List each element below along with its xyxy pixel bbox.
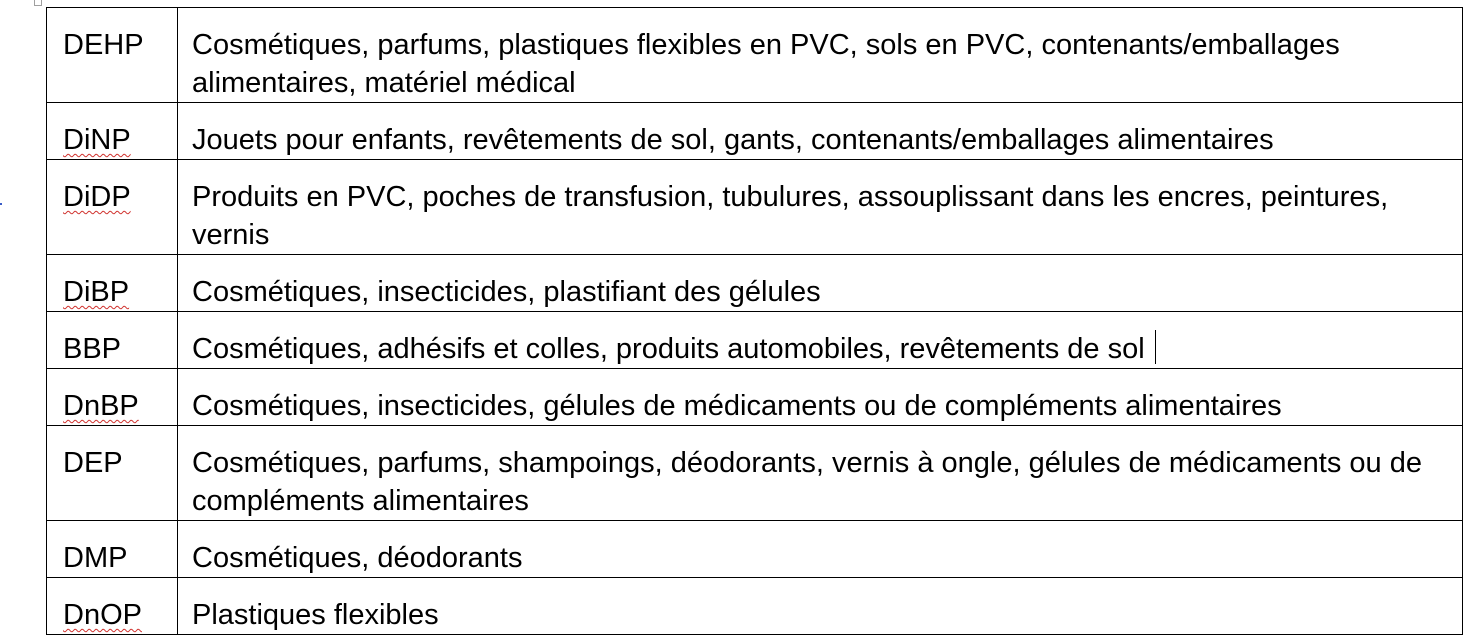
abbreviation-cell[interactable] (47, 369, 178, 426)
abbreviation-text: DnOP (63, 599, 142, 631)
abbreviation-cell[interactable] (47, 312, 178, 369)
table-row (47, 312, 1463, 369)
abbreviation-text: DiDP (63, 181, 131, 213)
description-text: Cosmétiques, parfums, shampoings, déodorants, vernis à ongle, gélules de médicaments ou de compléments alimentaires (192, 447, 1422, 517)
abbreviation-cell[interactable] (47, 578, 178, 635)
description-cell[interactable] (178, 255, 1463, 312)
description-cell[interactable] (178, 578, 1463, 635)
abbreviation-cell[interactable] (47, 255, 178, 312)
table-row (47, 160, 1463, 255)
description-text: Cosmétiques, adhésifs et colles, produits automobiles, revêtements de sol (192, 333, 1145, 365)
abbreviation-text: DMP (63, 542, 128, 574)
description-text: Cosmétiques, insecticides, plastifiant des gélules (192, 276, 821, 308)
text-cursor (1155, 330, 1156, 364)
description-cell[interactable] (178, 103, 1463, 160)
table-row (47, 103, 1463, 160)
description-text: Cosmétiques, parfums, plastiques flexibles en PVC, sols en PVC, contenants/emballages alimentaires, matériel médical (192, 29, 1340, 99)
abbreviation-cell[interactable] (47, 426, 178, 521)
description-text: Plastiques flexibles (192, 599, 439, 631)
margin-marker (0, 203, 2, 205)
description-cell[interactable] (178, 312, 1463, 369)
abbreviation-text: DEP (63, 447, 123, 479)
description-text: Cosmétiques, déodorants (192, 542, 523, 574)
table-row (47, 255, 1463, 312)
table-row (47, 426, 1463, 521)
abbreviation-text: DnBP (63, 390, 139, 422)
abbreviation-text: DiBP (63, 276, 130, 308)
description-cell[interactable] (178, 369, 1463, 426)
abbreviation-cell[interactable] (47, 103, 178, 160)
abbreviation-cell[interactable] (47, 521, 178, 578)
description-cell[interactable] (178, 8, 1463, 103)
description-cell[interactable] (178, 426, 1463, 521)
description-cell[interactable] (178, 160, 1463, 255)
description-text: Jouets pour enfants, revêtements de sol, gants, contenants/emballages alimentaires (192, 124, 1274, 156)
table-move-handle[interactable] (34, 0, 42, 6)
abbreviation-text: DiNP (63, 124, 131, 156)
abbreviation-cell[interactable] (47, 160, 178, 255)
table-row (47, 8, 1463, 103)
abbreviation-text: DEHP (63, 29, 144, 61)
abbreviation-cell[interactable] (47, 8, 178, 103)
phthalate-table (46, 7, 1463, 635)
description-cell[interactable] (178, 521, 1463, 578)
table-row (47, 521, 1463, 578)
table-row (47, 578, 1463, 635)
description-text: Produits en PVC, poches de transfusion, tubulures, assouplissant dans les encres, peintures, vernis (192, 181, 1389, 251)
abbreviation-text: BBP (63, 333, 122, 365)
table-row (47, 369, 1463, 426)
description-text: Cosmétiques, insecticides, gélules de médicaments ou de compléments alimentaires (192, 390, 1282, 422)
